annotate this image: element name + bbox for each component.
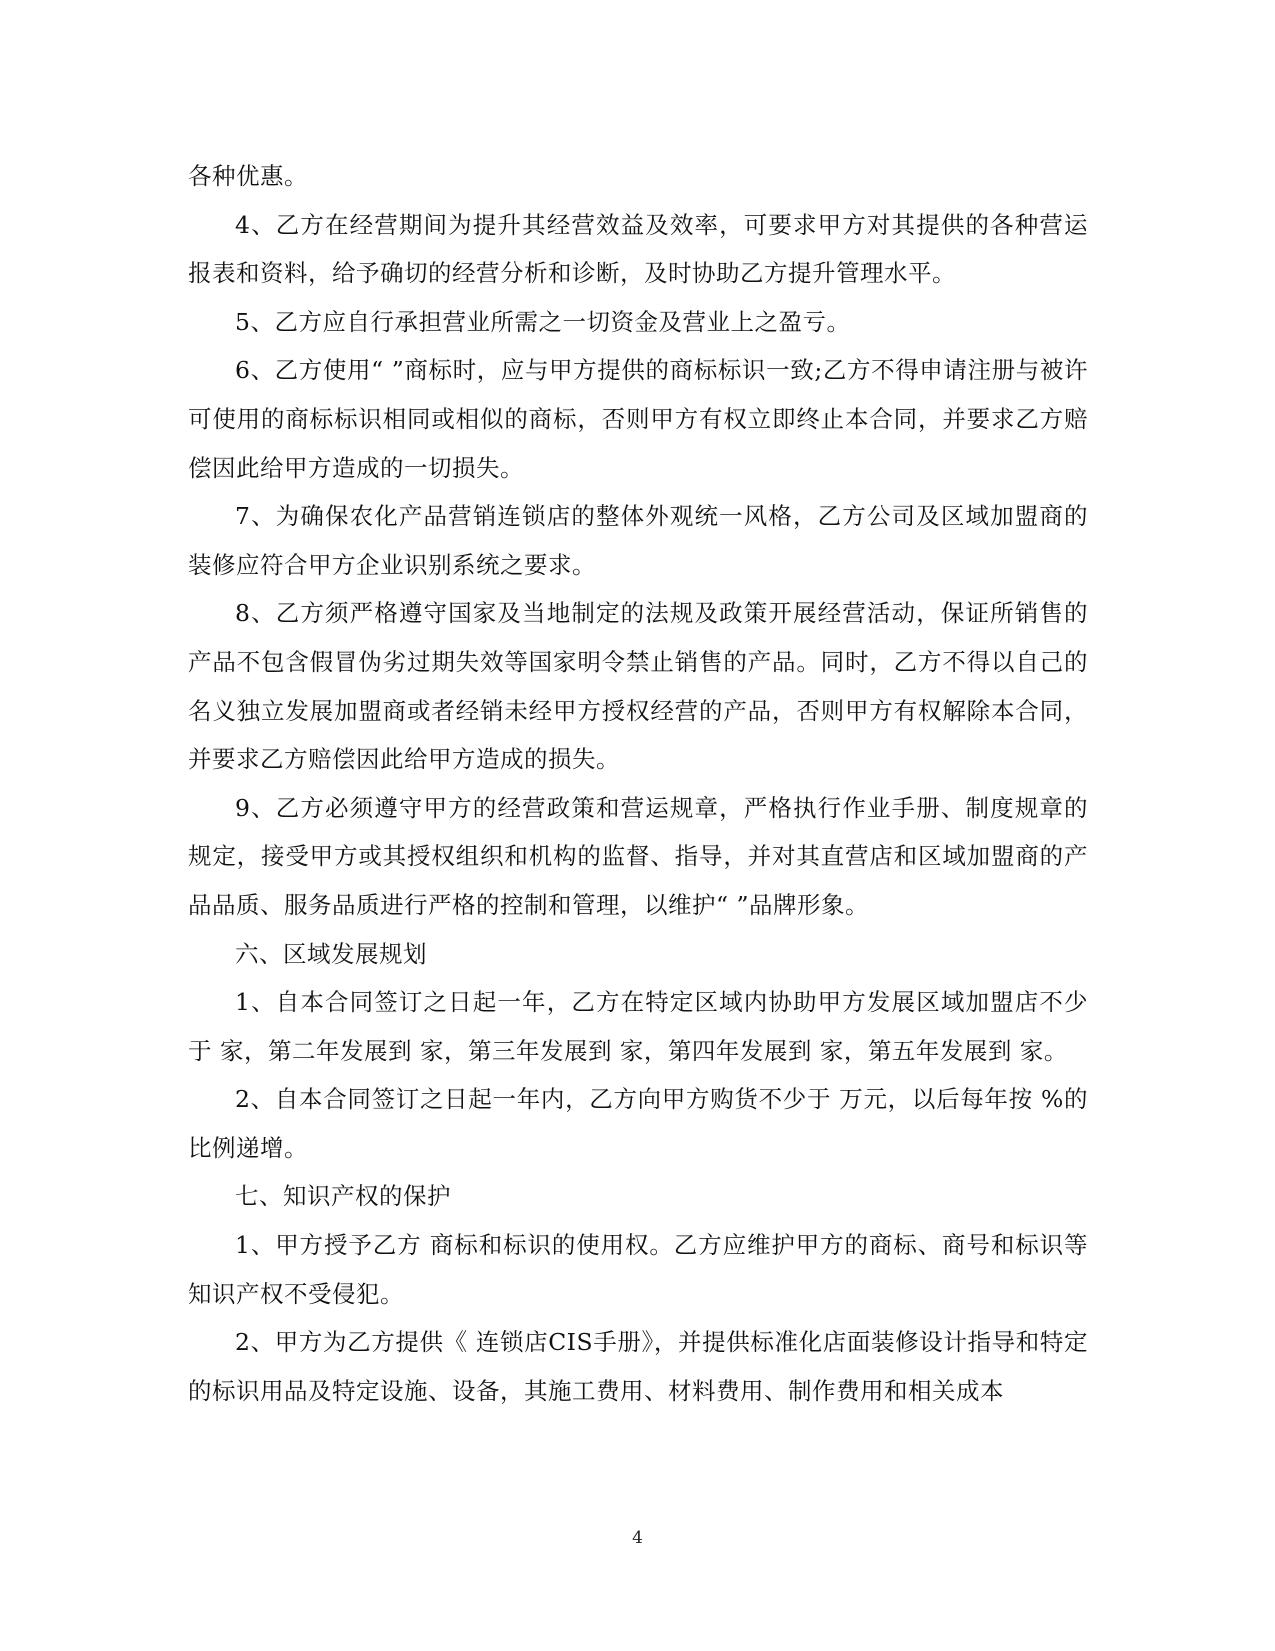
document-body [188, 152, 1088, 1415]
paragraph-clause-5: 5、乙方应自行承担营业所需之一切资金及营业上之盈亏。 [235, 307, 851, 336]
section-heading-regional-development: 六、区域发展规划 [235, 939, 427, 968]
section-heading-ip-protection: 七、知识产权的保护 [235, 1182, 451, 1211]
paragraph-ip-2: 2、甲方为乙方提供《 连锁店CIS手册》，并提供标准化店面装修设计指导和特定的标识用品及特定设施、设备，其施工费用、材料费用、制作费用和相关成本 [188, 1328, 1088, 1405]
paragraph-development-1: 1、自本合同签订之日起一年，乙方在特定区域内协助甲方发展区域加盟店不少于 家，第二年发展到 家，第三年发展到 家，第四年发展到 家，第五年发展到 家。 [188, 988, 1088, 1065]
paragraph-clause-7: 7、为确保农化产品营销连锁店的整体外观统一风格，乙方公司及区域加盟商的装修应符合甲方企业识别系统之要求。 [188, 502, 1088, 579]
paragraph-continuation: 各种优惠。 [188, 162, 308, 190]
paragraph-clause-4: 4、乙方在经营期间为提升其经营效益及效率，可要求甲方对其提供的各种营运报表和资料，给予确切的经营分析和诊断，及时协助乙方提升管理水平。 [188, 210, 1088, 288]
paragraph-ip-1: 1、甲方授予乙方 商标和标识的使用权。乙方应维护甲方的商标、商号和标识等知识产权不受侵犯。 [188, 1231, 1088, 1308]
paragraph-clause-6: 6、乙方使用“ ”商标时，应与甲方提供的商标标识一致;乙方不得申请注册与被许可使用的商标标识相同或相似的商标，否则甲方有权立即终止本合同，并要求乙方赔偿因此给甲方造成的一切损失。 [188, 356, 1088, 482]
paragraph-clause-9: 9、乙方必须遵守甲方的经营政策和营运规章，严格执行作业手册、制度规章的规定，接受甲方或其授权组织和机构的监督、指导，并对其直营店和区域加盟商的产品品质、服务品质进行严格的控制和管理，以维护“ ”品牌形象。 [188, 793, 1088, 919]
paragraph-development-2: 2、自本合同签订之日起一年内，乙方向甲方购货不少于 万元，以后每年按 %的比例递增。 [188, 1085, 1088, 1162]
paragraph-clause-8: 8、乙方须严格遵守国家及当地制定的法规及政策开展经营活动，保证所销售的产品不包含假冒伪劣过期失效等国家明令禁止销售的产品。同时，乙方不得以自己的名义独立发展加盟商或者经销未经甲方授权经营的产品，否则甲方有权解除本合同，并要求乙方赔偿因此给甲方造成的损失。 [188, 599, 1088, 774]
page-number: 4 [632, 1528, 643, 1548]
